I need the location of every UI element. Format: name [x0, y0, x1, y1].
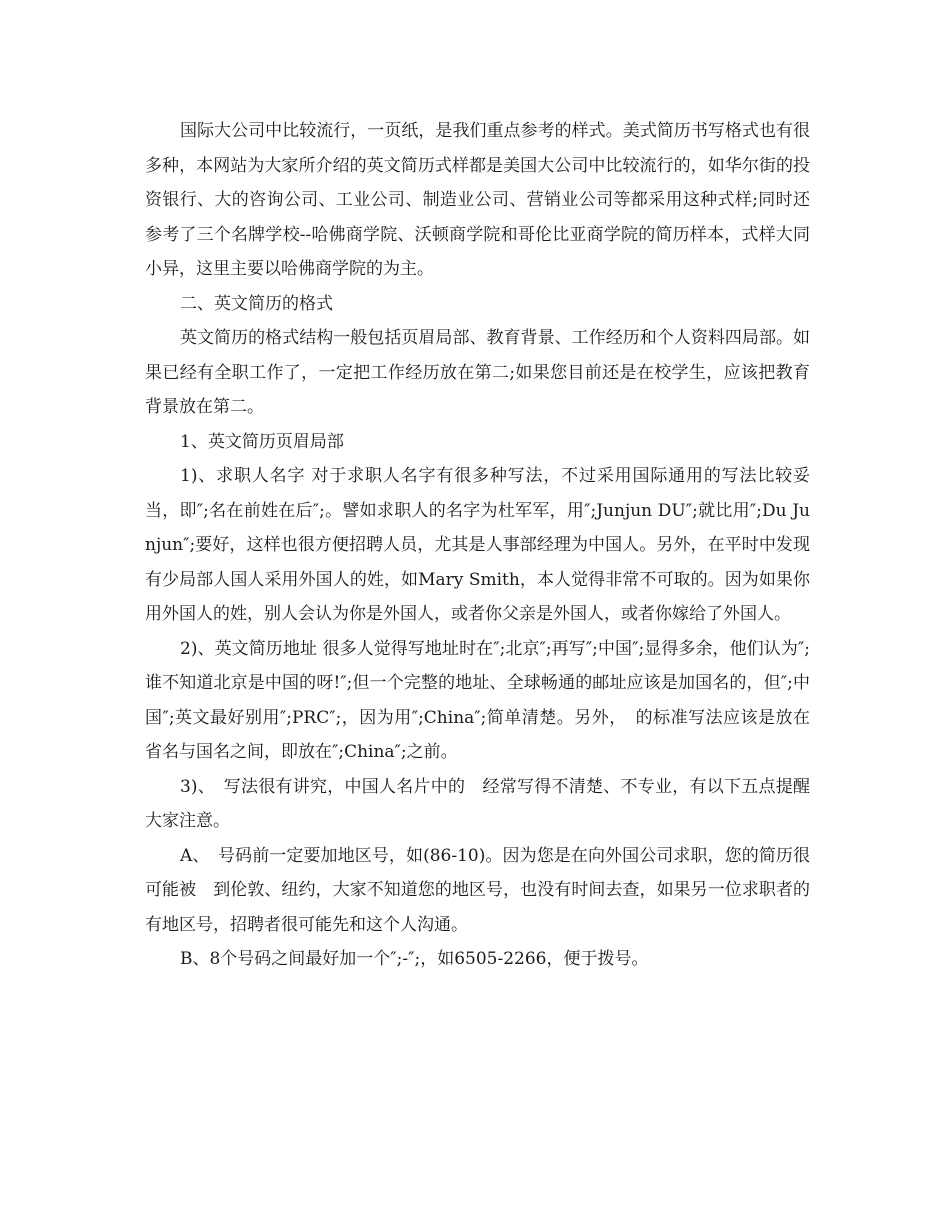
- section-heading-format: 二、英文简历的格式: [180, 293, 333, 314]
- format-structure-paragraph: 英文简历的格式结构一般包括页眉局部、教育背景、工作经历和个人资料四局部。如果已经有全职工作了，一定把工作经历放在第二;如果您目前还是在校学生，应该把教育背景放在第二。: [145, 328, 810, 417]
- subheading-header-section: 1、英文简历页眉局部: [180, 431, 344, 452]
- point-a-paragraph: A、 号码前一定要加地区号，如(86-10)。因为您是在向外国公司求职，您的简历很可能被 到伦敦、纽约，大家不知道您的地区号，也没有时间去查，如果另一位求职者的 有地区号，招聘者很可能先和这个人沟通。: [145, 845, 827, 935]
- phone-paragraph: 3)、 写法很有讲究，中国人名片中的 经常写得不清楚、不专业，有以下五点提醒大家注意。: [145, 776, 810, 831]
- intro-paragraph: 国际大公司中比较流行，一页纸，是我们重点参考的样式。美式简历书写格式也有很多种，本网站为大家所介绍的英文简历式样都是美国大公司中比较流行的，如华尔街的投资银行、大的咨询公司、工业公司、制造业公司、营销业公司等都采用这种式样;同时还参考了三个名牌学校--哈佛商学院、沃顿商学院和哥伦比亚商学院的简历样本，式样大同小异，这里主要以哈佛商学院的为主。: [145, 121, 810, 279]
- name-paragraph: 1)、求职人名字 对于求职人名字有很多种写法，不过采用国际通用的写法比较妥当，即″;名在前姓在后″;。譬如求职人的名字为杜军军，用″;Junjun DU″;就比用″;Du Junjun″;要好，这样也很方便招聘人员，尤其是人事部经理为中国人。另外，在平时中发现有少局部人国人采用外国人的姓，如Mary Smith，本人觉得非常不可取的。因为如果你用外国人的姓，别人会认为你是外国人，或者你父亲是外国人，或者你嫁给了外国人。: [145, 466, 810, 624]
- document-body: [145, 114, 827, 977]
- point-b-paragraph: B、8个号码之间最好加一个″;-″;，如6505-2266，便于拨号。: [180, 949, 649, 969]
- address-paragraph: 2)、英文简历地址 很多人觉得写地址时在″;北京″;再写″;中国″;显得多余，他们认为″;谁不知道北京是中国的呀!″;但一个完整的地址、全球畅通的邮址应该是加国名的，但″;中国″;英文最好别用″;PRC″;，因为用″;China″;简单清楚。另外， 的标准写法应该是放在省名与国名之间，即放在″;China″;之前。: [145, 638, 810, 762]
